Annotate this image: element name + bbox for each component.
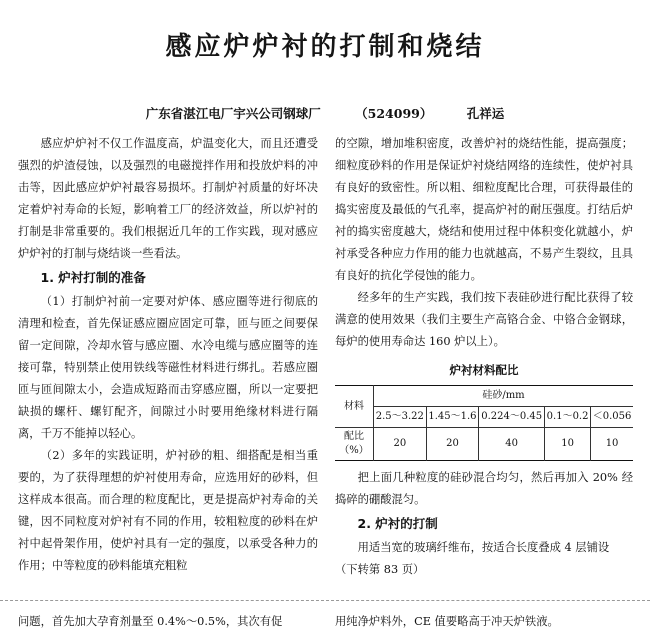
byline [0, 104, 650, 122]
table-row-label-material: 材料 [335, 386, 374, 428]
material-ratio-table [335, 385, 633, 461]
intro-paragraph: 感应炉炉衬不仅工作温度高，炉温变化大，而且还遭受强烈的炉渣侵蚀，以及强烈的电磁搅拌作用和投放炉料的冲击等，因此感应炉炉衬最容易损坏。打制炉衬质量的好坏决定着炉衬寿命的长短，影响着工厂的经济效益，所以炉衬的打制是非常重要的。我们根据近几年的工作实践，现对感应炉炉衬的打制与烧结谈一些看法。 [18, 137, 318, 260]
footer-text-left: 问题，首先加大孕育剂量至 0.4%～0.5%，其次有促 [18, 615, 283, 628]
table-caption: 炉衬材料配比 [449, 363, 519, 377]
paragraph-section-2: 用适当宽的玻璃纤维布，按适合长度叠成 4 层铺设 [357, 541, 610, 554]
table-col-header: 硅砂/mm [374, 386, 634, 407]
footer-divider [0, 600, 650, 601]
right-column [335, 133, 633, 581]
paragraph-prep-1: （1）打制炉衬前一定要对炉体、感应圈等进行彻底的清理和检查，首先保证感应圈应固定可靠，匝与匝之间要保留一定间隙，冷却水管与感应圈、水冷电缆与感应圈等的连接可靠，特别禁止使用铁线等磁性材料进行绑扎。若感应圈匝与匝间隙太小，会造成短路而击穿感应圈，所以一定要把缺损的螺杆、螺钉配齐，间隙过小时要用绝缘材料进行隔离，千万不能掉以轻心。 [18, 295, 318, 440]
table-row-label-ratio [335, 428, 374, 461]
ratio-label-line2: （%） [339, 445, 369, 456]
table-cell: 20 [426, 428, 479, 461]
paragraph-mixing: 把上面几种粒度的硅砂混合均匀，然后再加入 20% 经捣碎的硼酸混匀。 [335, 471, 633, 506]
left-column [18, 133, 318, 577]
continued-note: （下转第 83 页） [335, 563, 425, 576]
table-cell: ＜0.056 [591, 407, 633, 428]
table-header-row [335, 386, 633, 407]
table-size-row [335, 407, 633, 428]
table-cell: 10 [545, 428, 591, 461]
table-cell: 20 [374, 428, 427, 461]
paragraph-prep-2: （2）多年的实践证明，炉衬砂的粗、细搭配是相当重要的，为了获得理想的炉衬使用寿命，应选用好的砂料，但这样成本很高。而合理的粒度配比，更是提高炉衬寿命的关键，因不同粒度对炉衬有不同的作用，较粗粒度的砂料在炉衬中起骨架作用，使炉衬具有一定的强度，以承受各种力的作用；中等粒度的砂料能填充粗粒 [18, 449, 318, 572]
table-ratio-row [335, 428, 633, 461]
author: 孔祥运 [466, 106, 505, 121]
table-cell: 40 [479, 428, 545, 461]
table-cell: 1.45～1.6 [426, 407, 479, 428]
paragraph-experience: 经多年的生产实践，我们按下表硅砂进行配比获得了较满意的使用效果（我们主要生产高铬合金、中铬合金钢球，每炉的使用寿命达 160 炉以上）。 [335, 291, 633, 348]
table-cell: 2.5～3.22 [374, 407, 427, 428]
section-heading-1: 1. 炉衬打制的准备 [40, 270, 146, 285]
affiliation: 广东省湛江电厂宇兴公司钢球厂 [145, 106, 321, 121]
ratio-label-line1: 配比 [344, 431, 364, 442]
postcode: （524099） [355, 106, 433, 121]
page-title: 感应炉炉衬的打制和烧结 [165, 32, 485, 62]
table-cell: 0.1～0.2 [545, 407, 591, 428]
section-heading-2: 2. 炉衬的打制 [357, 516, 438, 531]
paragraph-continued: 的空隙，增加堆积密度，改善炉衬的烧结性能，提高强度；细粒度砂料的作用是保证炉衬烧结网络的连续性，使炉衬具有良好的致密性。所以粗、细粒度配比合理，可获得最佳的捣实密度及最低的气孔率，提高炉衬的耐压强度。打结后炉衬的捣实密度越大，烧结和使用过程中体积变化就越小，炉衬承受各种应力作用的能力也就越高，不易产生裂纹，且具有良好的抗化学侵蚀的能力。 [335, 137, 633, 282]
table-cell: 0.224～0.45 [479, 407, 545, 428]
footer-text-right: 用纯净炉料外，CE 值要略高于冲天炉铁液。 [335, 615, 559, 628]
table-cell: 10 [591, 428, 633, 461]
